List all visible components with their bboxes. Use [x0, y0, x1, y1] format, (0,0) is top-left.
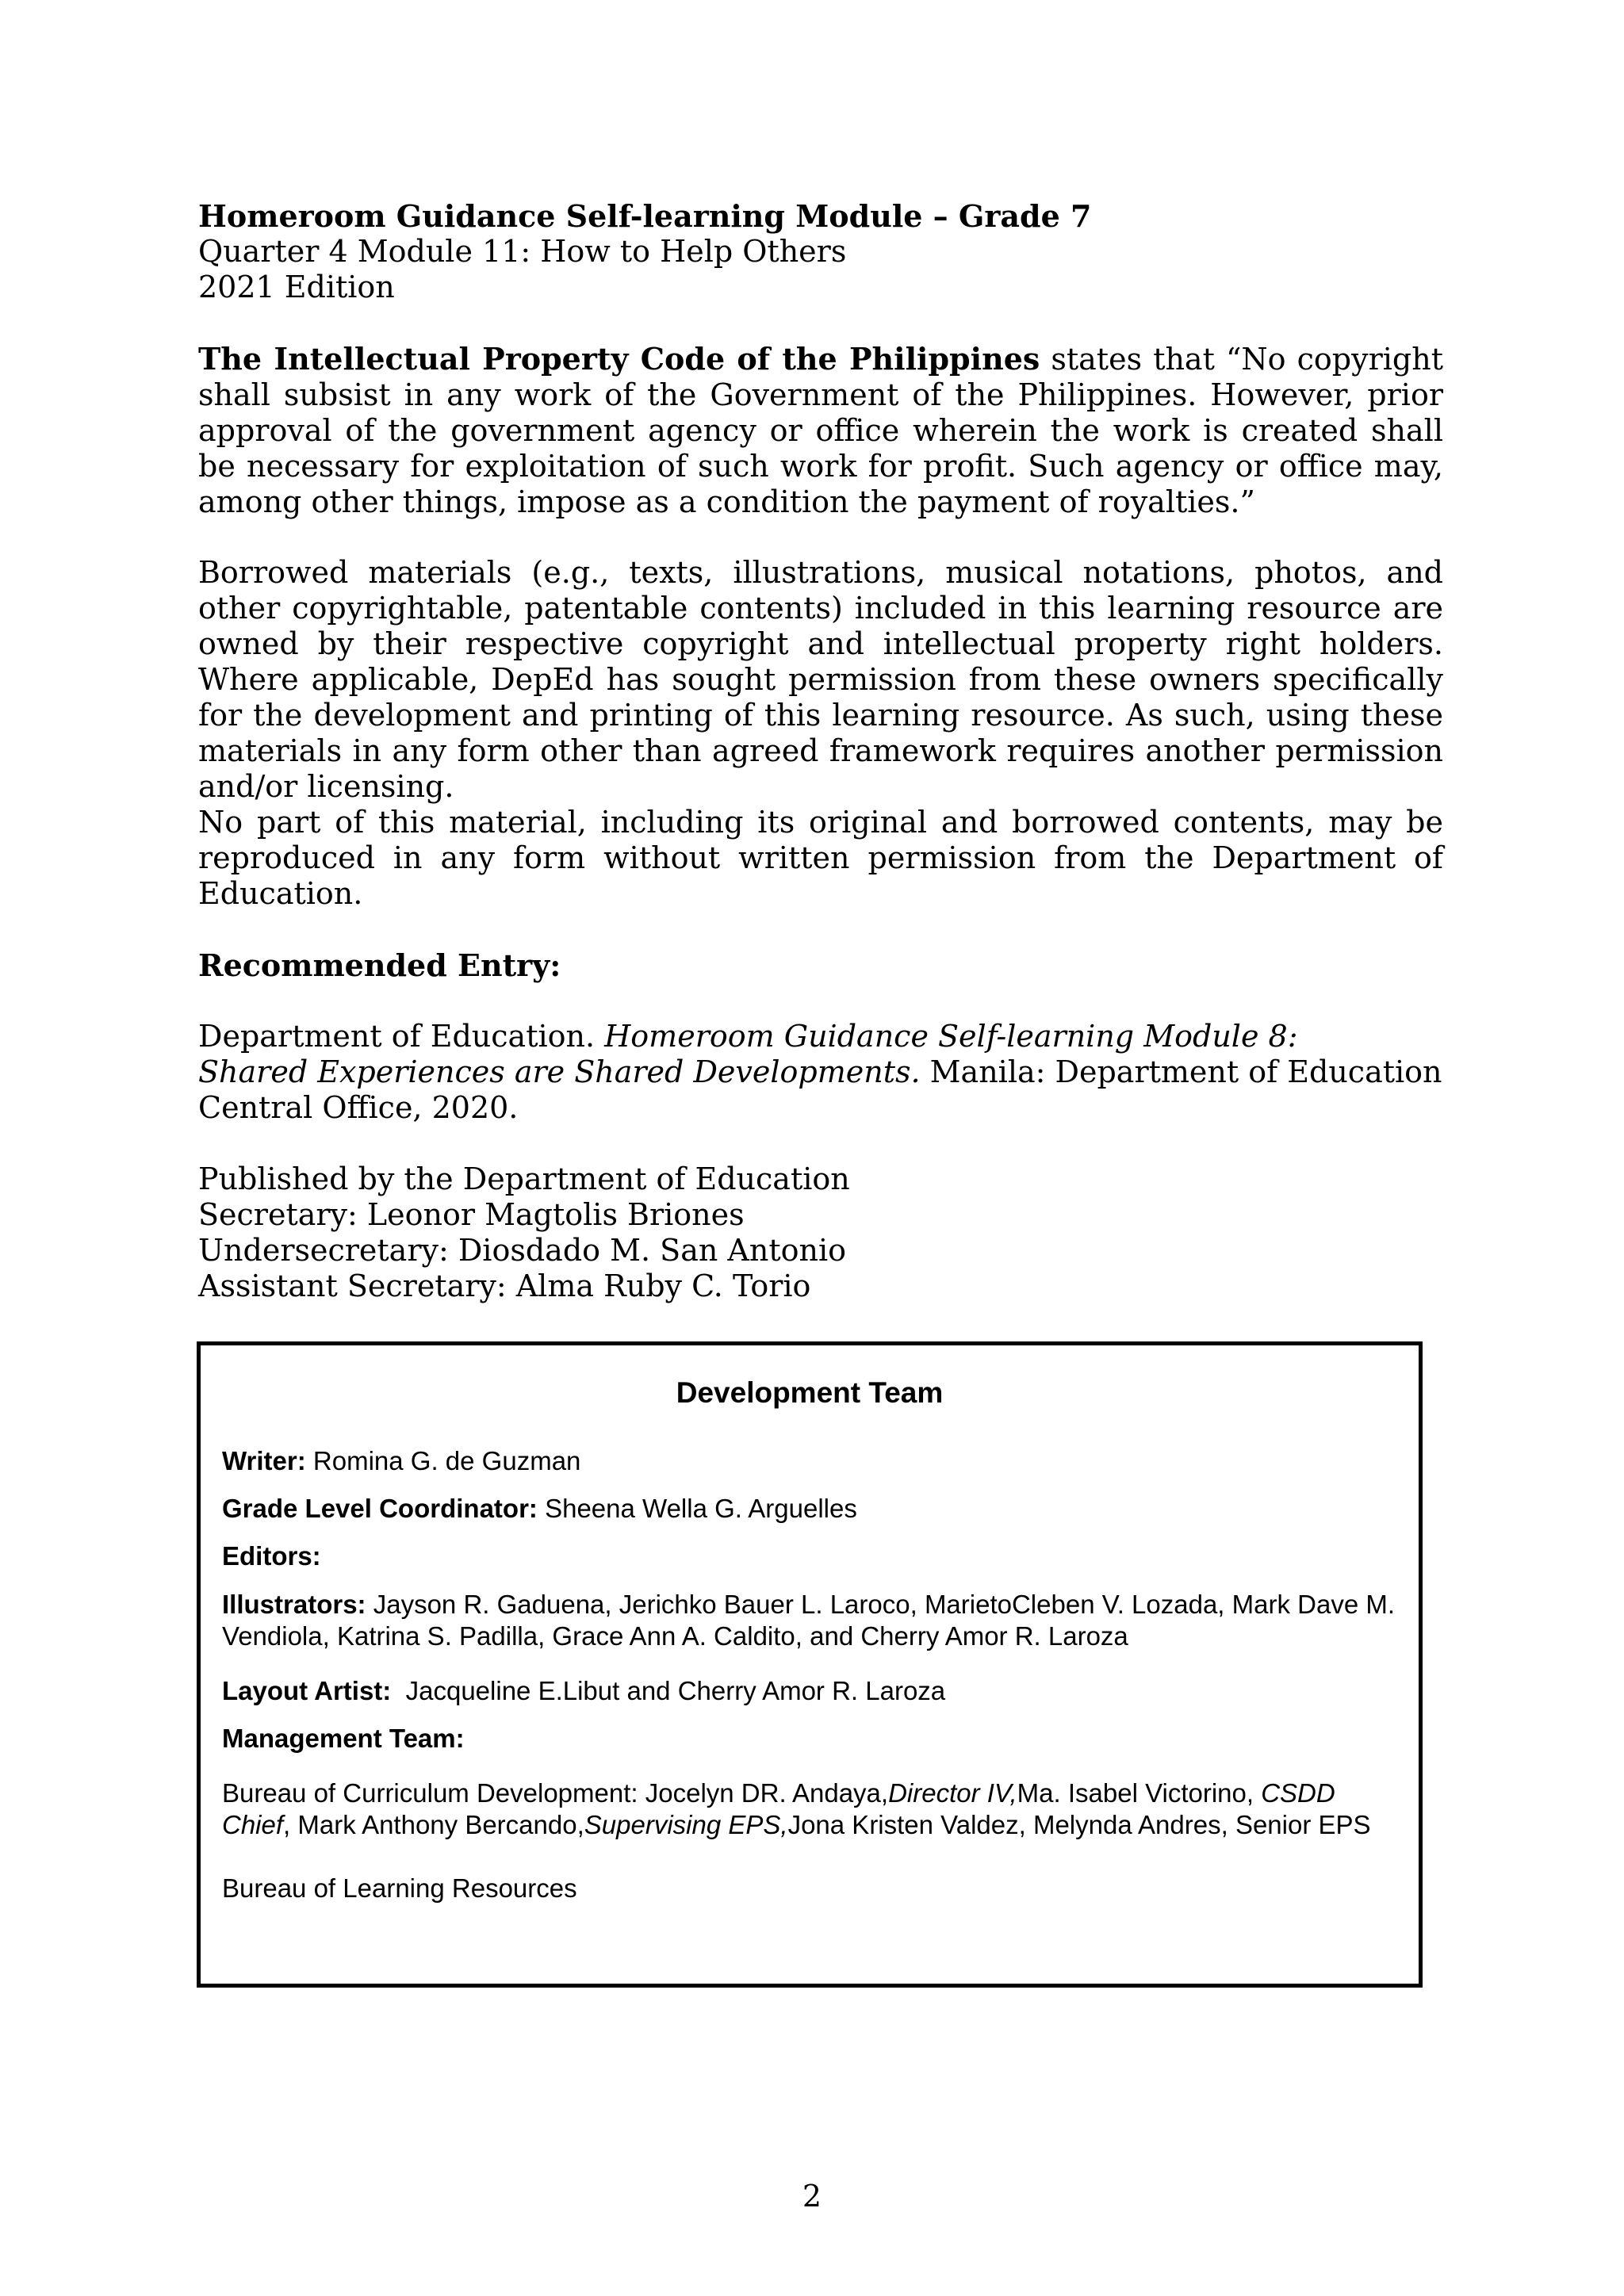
citation-publisher: Manila: Department of Education: [920, 1054, 1442, 1089]
module-edition: 2021 Edition: [198, 270, 395, 304]
grade-level-coordinator-label: Grade Level Coordinator:: [222, 1494, 538, 1523]
layout-artist-value: Jacqueline E.Libut and Cherry Amor R. Laroza: [391, 1676, 946, 1705]
page-number: 2: [802, 2179, 822, 2214]
bcd-text-2: Ma. Isabel Victorino,: [1017, 1778, 1262, 1808]
bcd-title-2: CSDD Chief: [222, 1778, 1335, 1839]
grade-level-coordinator-row: [222, 1493, 1396, 1525]
module-title: Homeroom Guidance Self-learning Module – Grade 7: [198, 198, 1092, 234]
bcd-text-3: , Mark Anthony Bercando,: [283, 1810, 584, 1839]
layout-artist-row: [222, 1675, 1396, 1707]
recommended-entry-line-2: [198, 1054, 1443, 1090]
citation-title-part-1: Homeroom Guidance Self-learning Module 8:: [604, 1019, 1298, 1054]
module-header: [198, 198, 1443, 305]
recommended-entry-heading: Recommended Entry:: [198, 947, 561, 983]
assistant-secretary: Assistant Secretary: Alma Ruby C. Torio: [198, 1269, 811, 1303]
bcd-text-4: Jona Kristen Valdez, Melynda Andres, Senior EPS: [787, 1810, 1371, 1839]
editors-row: [222, 1540, 1396, 1572]
editors-label: Editors:: [222, 1541, 321, 1571]
ip-code-title: The Intellectual Property Code of the Philippines: [198, 341, 1040, 377]
layout-artist-label: Layout Artist:: [222, 1676, 392, 1705]
published-by: Published by the Department of Education: [198, 1161, 850, 1196]
bcd-title-3: Supervising EPS,: [584, 1810, 788, 1839]
module-subtitle: Quarter 4 Module 11: How to Help Others: [198, 234, 847, 269]
management-team-label: Management Team:: [222, 1724, 465, 1753]
ip-code-text: states that “No copyright shall subsist in any work of the Government of the Philippines. However, prior approval of the government agency or office wherein the work is created shall be necessary for exploitation of such work for profit. Such agency or office may, among other things, impose as a condition the payment of royalties.”: [198, 342, 1443, 519]
illustrators-label: Illustrators:: [222, 1590, 366, 1619]
bcd-text-1: Bureau of Curriculum Development: Jocelyn DR. Andaya,: [222, 1778, 889, 1808]
management-team-row: [222, 1723, 1396, 1755]
writer-label: Writer:: [222, 1446, 306, 1475]
recommended-entry: [198, 1019, 1443, 1126]
borrowed-materials-paragraph: Borrowed materials (e.g., texts, illustrations, musical notations, photos, and other copyrightable, patentable contents) included in this learning resource are owned by their respective copyright and intellectual property right holders. Where applicable, DepEd has sought permission from these owners specifically for the development and printing of this learning resource. As such, using these materials in any form other than agreed framework requires another permission and/or licensing.: [198, 555, 1443, 804]
grade-level-coordinator-value: Sheena Wella G. Arguelles: [537, 1494, 857, 1523]
no-part-paragraph: No part of this material, including its original and borrowed contents, may be reproduced in any form without written permission from the Department of Education.: [198, 805, 1443, 911]
citation-author: Department of Education.: [198, 1019, 605, 1054]
recommended-entry-line-3: Central Office, 2020.: [198, 1090, 519, 1125]
ip-code-paragraph: [198, 341, 1443, 520]
publisher-info: [198, 1161, 1443, 1304]
illustrators-row: [222, 1589, 1396, 1652]
recommended-entry-line-1: [198, 1019, 1443, 1054]
development-team-box: [197, 1341, 1423, 1988]
citation-title-part-2: Shared Experiences are Shared Developments.: [198, 1054, 921, 1089]
writer-row: [222, 1445, 1396, 1477]
bcd-title-1: Director IV,: [888, 1778, 1017, 1808]
writer-value: Romina G. de Guzman: [305, 1446, 581, 1475]
illustrators-value: Jayson R. Gaduena, Jerichko Bauer L. Laroco, MarietoCleben V. Lozada, Mark Dave M. Vendiola, Katrina S. Padilla, Grace Ann A. Caldito, and Cherry Amor R. Laroza: [222, 1590, 1396, 1651]
undersecretary: Undersecretary: Diosdado M. San Antonio: [198, 1233, 846, 1268]
bureau-curriculum-development-row: [222, 1777, 1396, 1841]
bureau-learning-resources-row: Bureau of Learning Resources: [222, 1873, 577, 1903]
secretary: Secretary: Leonor Magtolis Briones: [198, 1197, 745, 1232]
development-team-title: Development Team: [676, 1376, 944, 1409]
